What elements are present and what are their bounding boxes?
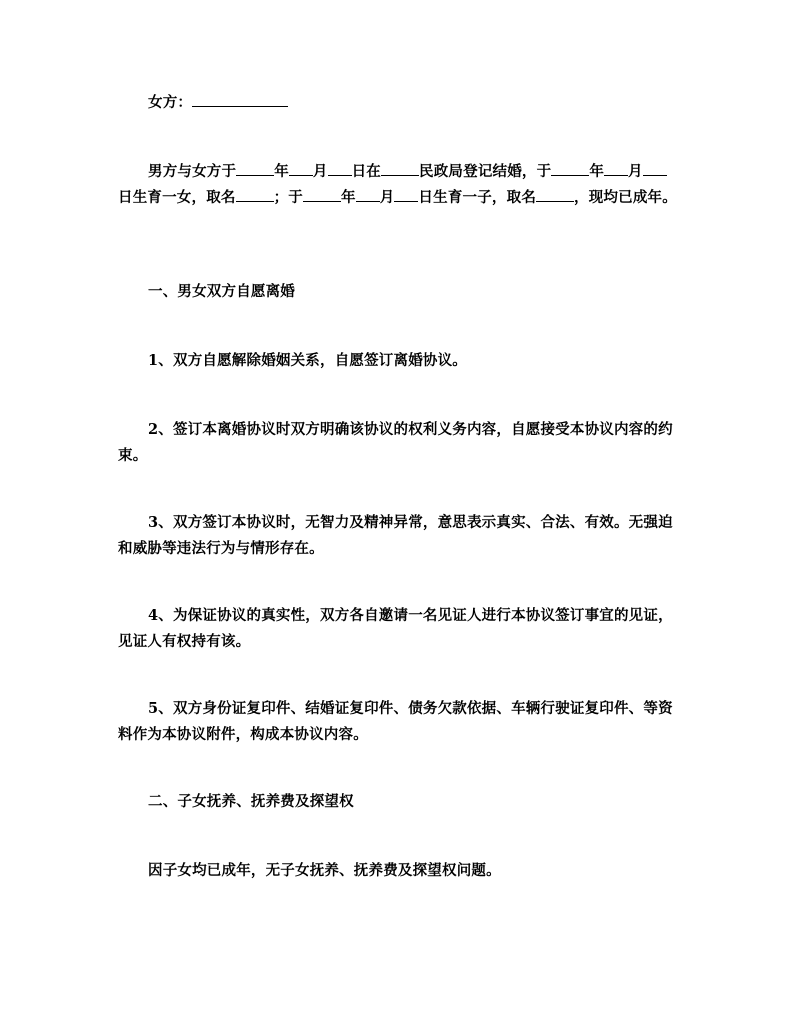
section-1-item-5: 5、双方身份证复印件、结婚证复印件、债务欠款依据、车辆行驶证复印件、等资料作为本协议附件，构成本协议内容。 [118, 700, 673, 743]
section-1-item-4: 4、为保证协议的真实性，双方各自邀请一名见证人进行本协议签订事宜的见证，见证人有权持有该。 [118, 607, 673, 650]
marriage-text-3: 月 [312, 163, 328, 180]
year-blank [551, 159, 589, 176]
name-blank [536, 185, 574, 202]
female-party-label: 女方： [148, 94, 193, 111]
marriage-text-2: 年 [274, 163, 289, 180]
day-blank [643, 159, 667, 176]
female-party-line [118, 90, 678, 116]
name-blank [236, 185, 274, 202]
female-party-blank [192, 90, 288, 107]
day-blank [328, 159, 352, 176]
marriage-text-1: 男方与女方于 [148, 163, 237, 180]
marriage-text-11: 月 [379, 189, 395, 206]
section-2-title: 二、子女抚养、抚养费及探望权 [148, 793, 354, 810]
marriage-text-8: 日生育一女，取名 [118, 189, 236, 206]
marriage-text-7: 月 [628, 163, 643, 180]
marriage-text-4: 日在 [351, 163, 382, 180]
section-1-item-3: 3、双方签订本协议时，无智力及精神异常，意思表示真实、合法、有效。无强迫和威胁等违法行为与情形存在。 [118, 514, 673, 557]
month-blank [356, 185, 380, 202]
marriage-text-5: 民政局登记结婚，于 [419, 163, 552, 180]
marriage-text-10: 年 [341, 189, 356, 206]
marriage-text-13: ，现均已成年。 [574, 189, 677, 206]
marriage-text-9: ；于 [273, 189, 304, 206]
section-1-item-2: 2、签订本离婚协议时双方明确该协议的权利义务内容，自愿接受本协议内容的约束。 [118, 421, 673, 464]
year-blank [236, 159, 274, 176]
section-1-item-1: 1、双方自愿解除婚姻关系，自愿签订离婚协议。 [148, 352, 467, 369]
marriage-text-12: 日生育一子，取名 [418, 189, 537, 206]
bureau-blank [381, 159, 419, 176]
marriage-text-6: 年 [589, 163, 605, 180]
day-blank [394, 185, 418, 202]
section-1-title: 一、男女双方自愿离婚 [148, 283, 295, 300]
month-blank [604, 159, 628, 176]
month-blank [289, 159, 313, 176]
marriage-paragraph [118, 159, 678, 211]
section-2-text: 因子女均已成年，无子女抚养、抚养费及探望权问题。 [148, 862, 501, 879]
year-blank [303, 185, 341, 202]
